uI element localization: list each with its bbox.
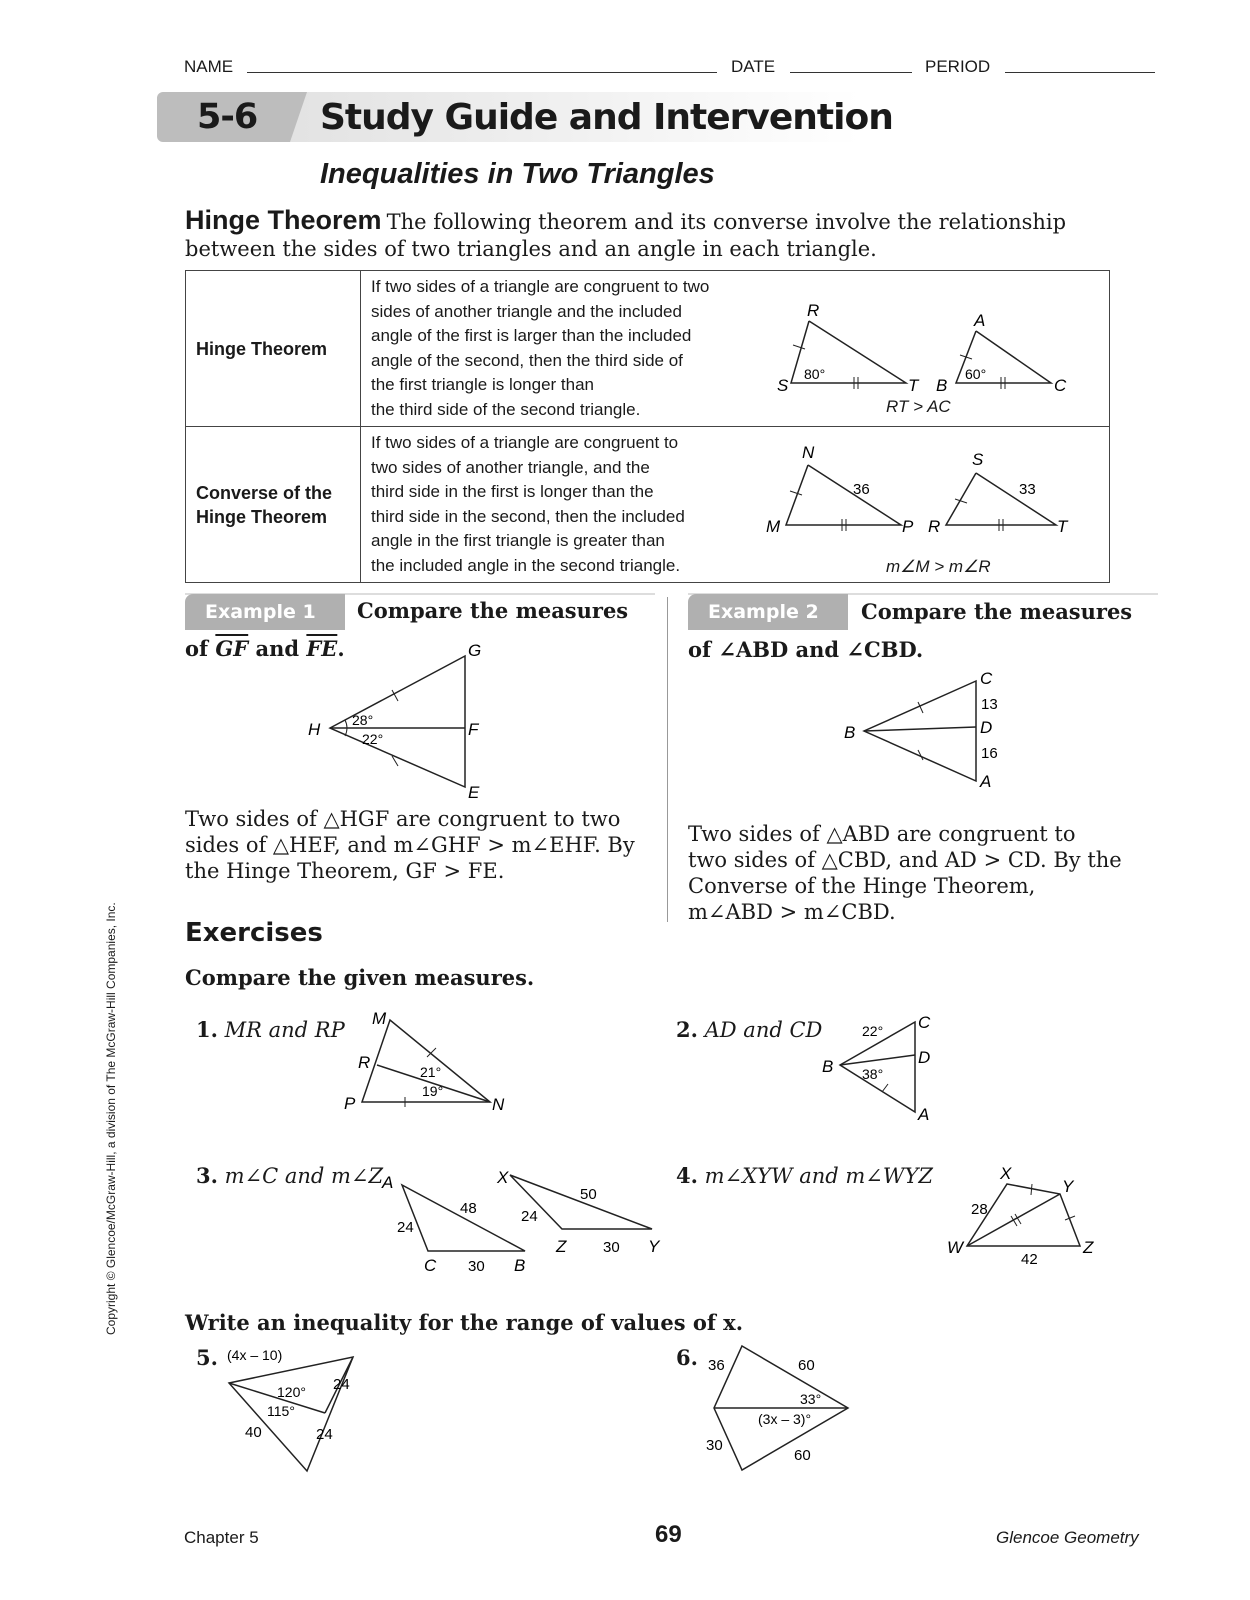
example1-badge: Example 1 — [185, 594, 345, 630]
exercise-2-diagram — [820, 1010, 940, 1120]
angle-22: 22° — [862, 1023, 884, 1039]
ex-num: 6. — [676, 1345, 698, 1370]
label-C: C — [918, 1013, 931, 1032]
expr-3x-3: (3x – 3)° — [758, 1411, 812, 1427]
example2-head2: of ∠ABD and ∠CBD. — [688, 637, 924, 662]
side-30: 30 — [468, 1258, 485, 1273]
theorem-name-text: Hinge Theorem — [196, 338, 328, 359]
exercise-2 — [676, 1017, 822, 1042]
label-N: N — [492, 1095, 505, 1114]
ex1-of: of — [185, 636, 216, 661]
label-Y: Y — [648, 1237, 660, 1256]
label-C: C — [980, 669, 993, 688]
side-33: 33 — [1019, 481, 1036, 498]
ex-text: m∠C and m∠Z — [224, 1164, 384, 1188]
ex-num: 1. — [196, 1017, 218, 1042]
intro-line2: between the sides of two triangles and an angle in each triangle. — [185, 237, 877, 261]
thm-line: the included angle in the second triangle. — [371, 555, 681, 575]
exercise-3-diagram — [380, 1163, 670, 1273]
converse-name — [186, 427, 361, 583]
thm-line: two sides of another triangle, and the — [371, 457, 650, 477]
ex-num: 2. — [676, 1017, 698, 1042]
label-B: B — [514, 1256, 526, 1273]
exercises-heading: Exercises — [185, 918, 323, 948]
example1-head1: Compare the measures — [357, 598, 629, 623]
angle-22: 22° — [362, 731, 384, 747]
theorem-name — [186, 271, 361, 427]
converse-desc — [361, 427, 1110, 583]
side-48: 48 — [460, 1200, 477, 1217]
ex-num: 4. — [676, 1163, 698, 1188]
label-F: F — [468, 720, 479, 739]
page-title: Study Guide and Intervention — [320, 97, 893, 138]
exercise-6-diagram — [700, 1338, 860, 1478]
thm-line: third side in the first is longer than the — [371, 482, 654, 501]
label-T: T — [1057, 517, 1068, 536]
footer-chapter: Chapter 5 — [184, 1528, 259, 1547]
intro — [185, 205, 1115, 262]
ex2-line: Converse of the Hinge Theorem, — [688, 874, 1036, 898]
label-G: G — [468, 641, 482, 660]
label-R: R — [928, 517, 941, 536]
theorem-desc — [361, 271, 1110, 427]
label-D: D — [918, 1048, 931, 1067]
label-C: C — [424, 1256, 437, 1273]
exercise-4 — [676, 1163, 933, 1188]
example-divider — [667, 597, 668, 922]
copyright: Copyright © Glencoe/McGraw-Hill, a division of The McGraw-Hill Companies, Inc. — [104, 902, 118, 1335]
hinge-conclusion: RT > AC — [886, 397, 951, 416]
label-X: X — [497, 1168, 509, 1187]
label-W: W — [947, 1238, 964, 1257]
label-M: M — [766, 517, 781, 536]
side-24b: 24 — [521, 1208, 538, 1225]
ex-num: 3. — [196, 1163, 218, 1188]
inequality-text: Write an inequality for the range of values of x. — [185, 1310, 744, 1335]
label-M: M — [372, 1010, 387, 1028]
label-B: B — [844, 723, 856, 742]
label-R: R — [807, 301, 820, 320]
inequality-instruction — [185, 1310, 743, 1335]
segment-gf: $\overline{GF}$ — [215, 636, 249, 661]
exercises-instruction: Compare the given measures. — [185, 965, 535, 990]
label-X: X — [1000, 1164, 1012, 1183]
ex1-end: . — [337, 636, 345, 661]
ex2-line: two sides of △CBD, and AD > CD. By the — [688, 848, 1122, 872]
page-subtitle: Inequalities in Two Triangles — [320, 158, 715, 190]
angle-115: 115° — [267, 1403, 295, 1419]
label-T: T — [908, 376, 919, 395]
side-28: 28 — [971, 1201, 988, 1218]
angle-33: 33° — [800, 1391, 822, 1407]
exercise-1-diagram — [340, 1010, 520, 1120]
exercise-3 — [196, 1163, 383, 1188]
side-24: 24 — [397, 1219, 414, 1236]
exercise-4-diagram — [945, 1160, 1105, 1270]
side-30: 30 — [706, 1437, 723, 1454]
label-A: A — [974, 311, 986, 330]
ex-num: 5. — [196, 1345, 218, 1370]
ex-text: MR and RP — [224, 1018, 345, 1042]
side-36: 36 — [708, 1357, 725, 1374]
ex1-line: sides of △HEF, and m∠GHF > m∠EHF. By — [185, 833, 635, 857]
label-H: H — [308, 720, 321, 739]
ex-text: AD and CD — [704, 1018, 823, 1042]
label-A: A — [918, 1105, 930, 1120]
angle-28: 28° — [352, 712, 374, 728]
label-B: B — [936, 376, 948, 395]
ex1-line: Two sides of △HGF are congruent to two — [185, 807, 621, 831]
ex2-line: m∠ABD > m∠CBD. — [688, 900, 896, 924]
thm-line: the first triangle is longer than — [371, 375, 595, 394]
label-Z: Z — [556, 1237, 567, 1256]
angle-21: 21° — [420, 1064, 442, 1080]
intro-heading: Hinge Theorem — [185, 205, 382, 235]
thm-line: angle in the first triangle is greater than — [371, 531, 665, 550]
example1-text — [185, 806, 645, 884]
side-16: 16 — [981, 745, 998, 762]
label-B: B — [822, 1057, 834, 1076]
side-60b: 60 — [794, 1447, 811, 1464]
exercise-6 — [676, 1345, 698, 1370]
date-label: DATE — [731, 57, 776, 76]
thm-line: If two sides of a triangle are congruent to two — [371, 277, 710, 296]
label-S: S — [972, 450, 984, 469]
example2-text — [688, 821, 1148, 925]
ex1-line: the Hinge Theorem, GF > FE. — [185, 859, 505, 883]
label-A: A — [382, 1173, 394, 1192]
angle-80: 80° — [804, 366, 826, 382]
label-D: D — [980, 718, 993, 737]
label-R: R — [358, 1053, 371, 1072]
label-P: P — [902, 517, 914, 536]
name-label: NAME — [184, 57, 234, 76]
label-A: A — [980, 772, 992, 791]
label-Z: Z — [1083, 1238, 1094, 1257]
thm-line: If two sides of a triangle are congruent to — [371, 433, 679, 452]
expr-4x-10: (4x – 10) — [227, 1347, 283, 1363]
label-N: N — [802, 443, 815, 462]
angle-19: 19° — [422, 1083, 444, 1099]
period-label: PERIOD — [925, 57, 991, 76]
name-field[interactable] — [247, 72, 717, 73]
side-50: 50 — [580, 1186, 597, 1203]
converse-name-line: Hinge Theorem — [196, 506, 328, 527]
example2-head1: Compare the measures — [861, 599, 1133, 624]
intro-line1: The following theorem and its converse involve the relationship — [386, 210, 1067, 234]
footer-page: 69 — [655, 1521, 682, 1548]
label-E: E — [468, 783, 480, 800]
side-40: 40 — [245, 1424, 262, 1441]
converse-conclusion: m∠M > m∠R — [886, 557, 991, 576]
exercise-5-diagram — [215, 1345, 375, 1475]
angle-60: 60° — [965, 366, 987, 382]
ex-text: m∠XYW and m∠WYZ — [704, 1164, 933, 1188]
side-42: 42 — [1021, 1251, 1038, 1268]
converse-diagram — [756, 435, 1096, 545]
lesson-number: 5-6 — [197, 97, 258, 137]
footer-book: Glencoe Geometry — [996, 1528, 1139, 1547]
theorem-table — [185, 270, 1110, 583]
example2-diagram — [840, 665, 1040, 795]
side-30b: 30 — [603, 1239, 620, 1256]
side-13: 13 — [981, 696, 998, 713]
label-S: S — [777, 376, 789, 395]
ex1-and: and — [248, 636, 307, 661]
converse-name-line: Converse of the — [196, 482, 333, 503]
thm-line: the third side of the second triangle. — [371, 399, 641, 419]
label-C: C — [1054, 376, 1067, 395]
side-24b: 24 — [316, 1426, 333, 1443]
label-Y: Y — [1062, 1177, 1074, 1196]
side-24a: 24 — [333, 1376, 350, 1393]
exercise-1 — [196, 1017, 345, 1042]
side-60a: 60 — [798, 1357, 815, 1374]
label-P: P — [344, 1094, 356, 1113]
segment-fe: $\overline{FE}$ — [306, 636, 338, 661]
example1-diagram — [300, 640, 500, 800]
side-36: 36 — [853, 481, 870, 498]
example2-badge: Example 2 — [688, 594, 848, 630]
period-field[interactable] — [1005, 72, 1155, 73]
angle-38: 38° — [862, 1066, 884, 1082]
angle-120: 120° — [277, 1384, 306, 1400]
thm-line: sides of another triangle and the included — [371, 301, 682, 321]
thm-line: angle of the first is larger than the included — [371, 326, 692, 345]
date-field[interactable] — [790, 72, 912, 73]
thm-line: angle of the second, then the third side of — [371, 350, 683, 370]
ex2-line: Two sides of △ABD are congruent to — [688, 822, 1076, 846]
thm-line: third side in the second, then the included — [371, 506, 685, 526]
